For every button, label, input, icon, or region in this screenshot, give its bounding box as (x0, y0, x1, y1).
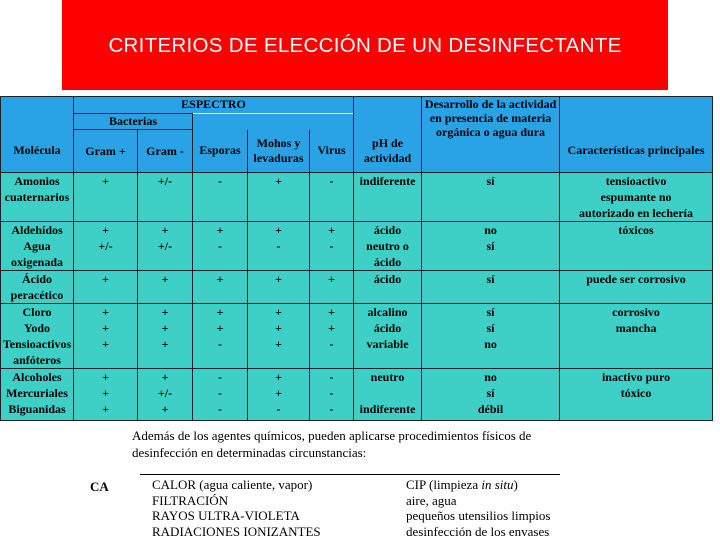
table-cell-gram-neg (138, 304, 193, 369)
table-cell-mohos (248, 369, 310, 421)
cell-line: - (276, 239, 281, 253)
cell-line: + (102, 337, 109, 351)
cell-line: ácido (373, 321, 402, 335)
cell-line: - (329, 370, 334, 384)
table-cell-desarrollo (422, 222, 560, 271)
header-espectro: ESPECTRO (74, 97, 354, 114)
physical-methods-list (152, 477, 321, 539)
cell-line: alcalino (367, 305, 408, 319)
physical-methods-note: Además de los agentes químicos, pueden aplicarse procedimientos físicos de desinfección en determinadas circunstancias: (132, 428, 532, 460)
table-cell-esporas (193, 271, 248, 304)
cell-line: - (329, 337, 334, 351)
table-cell-gram-neg (138, 271, 193, 304)
cell-line: + (216, 305, 224, 319)
cell-line: + (102, 223, 109, 237)
table-cell-gram-neg (138, 173, 193, 222)
header-bacterias: Bacterias (74, 114, 193, 130)
cell-line: Aldehídos (11, 223, 63, 237)
header-gram-pos: Gram + (74, 130, 138, 173)
table-row (1, 271, 713, 304)
cell-line: + (216, 321, 224, 335)
header-mohos: Mohos y levaduras (248, 130, 310, 173)
header-ph: pH de actividad (354, 130, 422, 173)
table-cell-esporas (193, 173, 248, 222)
header-esporas: Esporas (193, 130, 248, 173)
cell-line: sí (486, 305, 495, 319)
table-cell-virus (310, 271, 354, 304)
cell-line: + (102, 305, 109, 319)
cell-line: - (218, 402, 222, 416)
cell-line: + (102, 386, 109, 400)
cell-line: + (275, 272, 282, 286)
cell-line: ácido (373, 272, 402, 286)
application-italic-text: in situ (481, 477, 514, 492)
table-cell-molecula (1, 173, 74, 222)
application-text-suffix: ) (513, 477, 518, 492)
cell-line: puede ser corrosivo (586, 272, 686, 286)
cell-line: + (102, 402, 109, 416)
cell-line: - (329, 386, 334, 400)
table-cell-gram-pos (74, 173, 138, 222)
cell-line: neutro (370, 370, 405, 384)
table-cell-caracteristicas (560, 271, 713, 304)
table-cell-ph (354, 369, 422, 421)
table-cell-caracteristicas (560, 222, 713, 271)
cell-line: sí (486, 239, 495, 253)
cell-line: + (328, 223, 335, 237)
cell-line: + (161, 272, 169, 286)
table-row (1, 369, 713, 421)
header-caracteristicas: Características principales (560, 130, 713, 173)
cell-line: inactivo puro (601, 370, 671, 384)
divider-line (140, 474, 560, 475)
table-row (1, 304, 713, 369)
table-cell-gram-pos (74, 271, 138, 304)
table-cell-esporas (193, 369, 248, 421)
cell-line: + (328, 321, 335, 335)
physical-method-item: RADIACIONES IONIZANTES (152, 523, 321, 539)
physical-application-item (406, 477, 550, 493)
table-cell-mohos (248, 271, 310, 304)
cell-line: + (102, 272, 109, 286)
page-title: CRITERIOS DE ELECCIÓN DE UN DESINFECTANTE (108, 34, 622, 57)
cell-line: + (216, 272, 224, 286)
cell-line: tóxico (620, 386, 652, 400)
table-cell-gram-pos (74, 222, 138, 271)
cell-line: + (275, 305, 282, 319)
cell-line: - (329, 239, 334, 253)
cell-line: - (329, 174, 334, 188)
header-gram-neg: Gram - (138, 130, 193, 173)
cell-line: Ácido (22, 272, 52, 286)
table-cell-desarrollo (422, 369, 560, 421)
cell-line: débil (477, 402, 504, 416)
cell-line: sí (486, 174, 495, 188)
table-cell-virus (310, 369, 354, 421)
cell-line: + (275, 337, 282, 351)
cell-line: + (275, 386, 282, 400)
cell-line: - (218, 370, 222, 384)
cell-line: variable (366, 337, 409, 351)
cell-line: no (484, 370, 497, 384)
table-cell-esporas (193, 304, 248, 369)
cell-line: autorizado en lechería (579, 206, 694, 220)
cell-line: + (161, 321, 169, 335)
table-cell-gram-pos (74, 369, 138, 421)
table-cell-gram-neg (138, 222, 193, 271)
cell-line: sí (486, 321, 495, 335)
table-cell-gram-neg (138, 369, 193, 421)
physical-application-item: desinfección de los envases (406, 523, 550, 539)
cell-line: + (161, 337, 169, 351)
ca-label: CA (90, 479, 109, 494)
cell-line: ácido (373, 223, 402, 237)
cell-line: - (218, 174, 222, 188)
cell-line: Biguanidas (8, 402, 66, 416)
cell-line: +/- (98, 239, 113, 253)
cell-line: + (102, 321, 109, 335)
table-cell-ph (354, 222, 422, 271)
cell-line: +/- (157, 239, 173, 253)
cell-line: - (276, 402, 281, 416)
cell-line: + (328, 305, 335, 319)
cell-line: + (161, 223, 169, 237)
physical-method-item: FILTRACIÓN (152, 492, 229, 508)
table-row (1, 173, 713, 222)
header-molecula: Molécula (1, 130, 74, 173)
table-cell-ph (354, 304, 422, 369)
table-cell-esporas (193, 222, 248, 271)
table-cell-virus (310, 173, 354, 222)
cell-line: tensioactivo (605, 174, 667, 188)
table-cell-caracteristicas (560, 173, 713, 222)
cell-line: + (275, 223, 282, 237)
cell-line: tóxicos (618, 223, 654, 237)
table-cell-molecula (1, 271, 74, 304)
table-cell-mohos (248, 222, 310, 271)
cell-line: espumante no (600, 190, 672, 204)
cell-line: - (218, 386, 222, 400)
title-banner (62, 0, 668, 90)
cell-line: sí (486, 386, 495, 400)
table-cell-virus (310, 222, 354, 271)
cell-line: Amonios cuaternarios (4, 174, 70, 204)
table-cell-desarrollo (422, 271, 560, 304)
table-cell-ph (354, 271, 422, 304)
application-text: CIP (limpieza (406, 477, 482, 492)
table-cell-molecula (1, 369, 74, 421)
cell-line (355, 385, 420, 401)
physical-application-item: aire, agua (406, 492, 457, 508)
cell-line: indiferente (359, 174, 416, 188)
cell-line: +/- (157, 386, 173, 400)
cell-line: peracético (10, 288, 64, 302)
cell-line: +/- (157, 174, 173, 188)
physical-applications-list (406, 477, 550, 539)
table-cell-ph (354, 173, 422, 222)
table-cell-virus (310, 304, 354, 369)
cell-line: - (218, 337, 222, 351)
cell-line: + (216, 223, 224, 237)
cell-line: mancha (615, 321, 657, 335)
table-cell-mohos (248, 304, 310, 369)
header-row-1 (1, 97, 713, 114)
cell-line: Yodo (23, 321, 50, 335)
cell-line: + (161, 402, 169, 416)
cell-line: corrosivo (612, 305, 660, 319)
cell-line: indiferente (359, 402, 416, 416)
cell-line: no (484, 223, 497, 237)
table-cell-mohos (248, 173, 310, 222)
cell-line: Mercuriales (6, 386, 68, 400)
physical-method-item: CALOR (agua caliente, vapor) (152, 477, 313, 492)
cell-line: no (484, 337, 497, 351)
physical-method-item: RAYOS ULTRA-VIOLETA (152, 508, 300, 523)
cell-line: ácido (373, 255, 402, 269)
table-cell-desarrollo (422, 173, 560, 222)
header-row-2 (1, 114, 713, 130)
cell-line: Tensioactivos (2, 337, 72, 351)
cell-line: Alcoholes (12, 370, 62, 384)
cell-line: + (102, 174, 109, 188)
cell-line: oxigenada (10, 255, 63, 269)
cell-line: - (329, 402, 334, 416)
cell-line: + (161, 370, 169, 384)
header-virus: Virus (310, 130, 354, 173)
cell-line: sí (486, 272, 495, 286)
cell-line: + (102, 370, 109, 384)
header-row-3 (1, 130, 713, 173)
table-cell-gram-pos (74, 304, 138, 369)
table-row (1, 222, 713, 271)
cell-line: Cloro (22, 305, 52, 319)
cell-line: - (218, 239, 222, 253)
cell-line: + (275, 174, 282, 188)
table-cell-molecula (1, 304, 74, 369)
table-cell-desarrollo (422, 304, 560, 369)
table-cell-molecula (1, 222, 74, 271)
header-desarrollo: Desarrollo de la actividad en presencia de materia orgánica o agua dura (422, 97, 560, 173)
cell-line: neutro o (366, 239, 409, 253)
cell-line: + (275, 321, 282, 335)
cell-line: anfóteros (13, 353, 61, 367)
cell-line: + (161, 305, 169, 319)
cell-line: Agua (23, 239, 51, 253)
cell-line: + (328, 272, 335, 286)
physical-application-item: pequeños utensilios limpios (406, 508, 551, 523)
table-cell-caracteristicas (560, 369, 713, 421)
table-cell-caracteristicas (560, 304, 713, 369)
criteria-table (0, 96, 713, 421)
cell-line: + (275, 370, 282, 384)
